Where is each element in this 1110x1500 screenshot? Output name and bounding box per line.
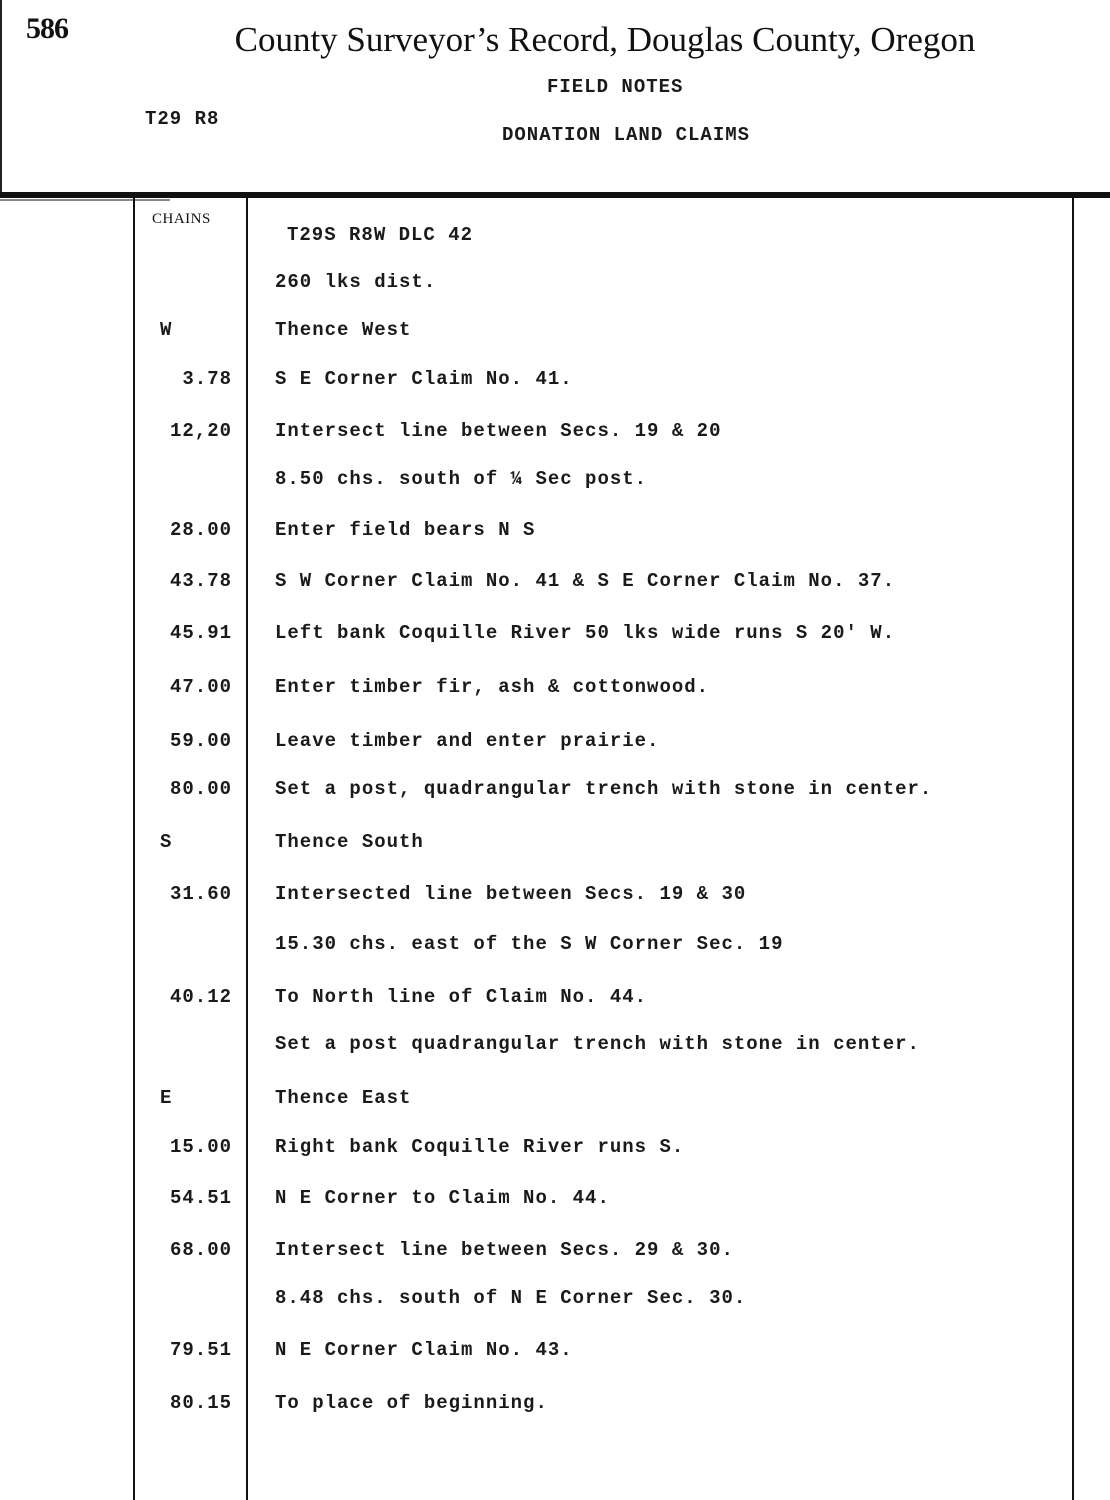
note-text: Intersect line between Secs. 29 & 30.	[275, 1239, 734, 1261]
table-row	[0, 1239, 1110, 1269]
chain-value: 28.00	[169, 519, 232, 541]
note-text: S W Corner Claim No. 41 & S E Corner Claim No. 37.	[275, 570, 896, 592]
note-text: Leave timber and enter prairie.	[275, 730, 660, 752]
chain-value: 80.15	[169, 1392, 232, 1414]
chain-value: 54.51	[169, 1187, 232, 1209]
chain-value: 12,20	[169, 420, 232, 442]
table-row	[0, 271, 1110, 301]
table-row	[0, 468, 1110, 498]
table-row	[0, 933, 1110, 963]
chain-value: W	[160, 319, 173, 341]
note-text: Thence South	[275, 831, 424, 853]
note-text: To place of beginning.	[275, 1392, 548, 1414]
table-row	[0, 730, 1110, 760]
table-row	[0, 1187, 1110, 1217]
township-label: T29 R8	[145, 108, 220, 130]
note-text: 8.50 chs. south of ¼ Sec post.	[275, 468, 648, 490]
table-row	[0, 1287, 1110, 1317]
chain-value: 80.00	[169, 778, 232, 800]
table-row	[0, 570, 1110, 600]
chains-column-header: CHAINS	[152, 211, 211, 227]
chain-value: 43.78	[169, 570, 232, 592]
table-row	[0, 986, 1110, 1016]
note-text: 15.30 chs. east of the S W Corner Sec. 19	[275, 933, 784, 955]
table-row	[0, 622, 1110, 652]
note-text: 260 lks dist.	[275, 271, 437, 293]
chain-value: 40.12	[169, 986, 232, 1008]
chain-value: 68.00	[169, 1239, 232, 1261]
chain-value: 3.78	[182, 368, 232, 390]
note-text: S E Corner Claim No. 41.	[275, 368, 573, 390]
note-text: Enter timber fir, ash & cottonwood.	[275, 676, 710, 698]
table-row	[0, 1392, 1110, 1422]
note-text: Left bank Coquille River 50 lks wide runs S 20' W.	[275, 622, 896, 644]
note-text: N E Corner Claim No. 43.	[275, 1339, 573, 1361]
chain-value: E	[160, 1087, 173, 1109]
chain-value: 59.00	[169, 730, 232, 752]
claim-heading: T29S R8W DLC 42	[287, 224, 474, 246]
page-title: County Surveyor’s Record, Douglas County, Oregon	[234, 20, 976, 59]
table-row	[0, 1087, 1110, 1117]
table-row	[0, 519, 1110, 549]
note-text: N E Corner to Claim No. 44.	[275, 1187, 610, 1209]
table-row	[0, 1136, 1110, 1166]
note-text: Enter field bears N S	[275, 519, 536, 541]
note-text: 8.48 chs. south of N E Corner Sec. 30.	[275, 1287, 747, 1309]
table-row	[0, 676, 1110, 706]
header-divider	[0, 192, 1110, 198]
note-text: To North line of Claim No. 44.	[275, 986, 648, 1008]
table-row	[0, 1033, 1110, 1063]
note-text: Set a post, quadrangular trench with stone in center.	[275, 778, 933, 800]
chain-value: 45.91	[169, 622, 232, 644]
chain-value: 31.60	[169, 883, 232, 905]
note-text: Intersect line between Secs. 19 & 20	[275, 420, 722, 442]
note-text: Thence West	[275, 319, 412, 341]
subtitle: FIELD NOTES	[547, 76, 684, 98]
chain-value: S	[160, 831, 173, 853]
header-divider-thin	[0, 199, 170, 201]
table-row	[0, 778, 1110, 808]
note-text: Intersected line between Secs. 19 & 30	[275, 883, 747, 905]
note-text: Thence East	[275, 1087, 412, 1109]
table-row	[0, 319, 1110, 349]
page-number: 586	[26, 12, 68, 45]
table-row	[0, 420, 1110, 450]
table-row	[0, 883, 1110, 913]
note-text: Set a post quadrangular trench with stone in center.	[275, 1033, 920, 1055]
chain-value: 15.00	[169, 1136, 232, 1158]
section-label: DONATION LAND CLAIMS	[502, 124, 751, 146]
chain-value: 47.00	[169, 676, 232, 698]
table-row	[0, 831, 1110, 861]
note-text: Right bank Coquille River runs S.	[275, 1136, 685, 1158]
chain-value: 79.51	[169, 1339, 232, 1361]
table-row	[0, 368, 1110, 398]
table-row	[0, 1339, 1110, 1369]
